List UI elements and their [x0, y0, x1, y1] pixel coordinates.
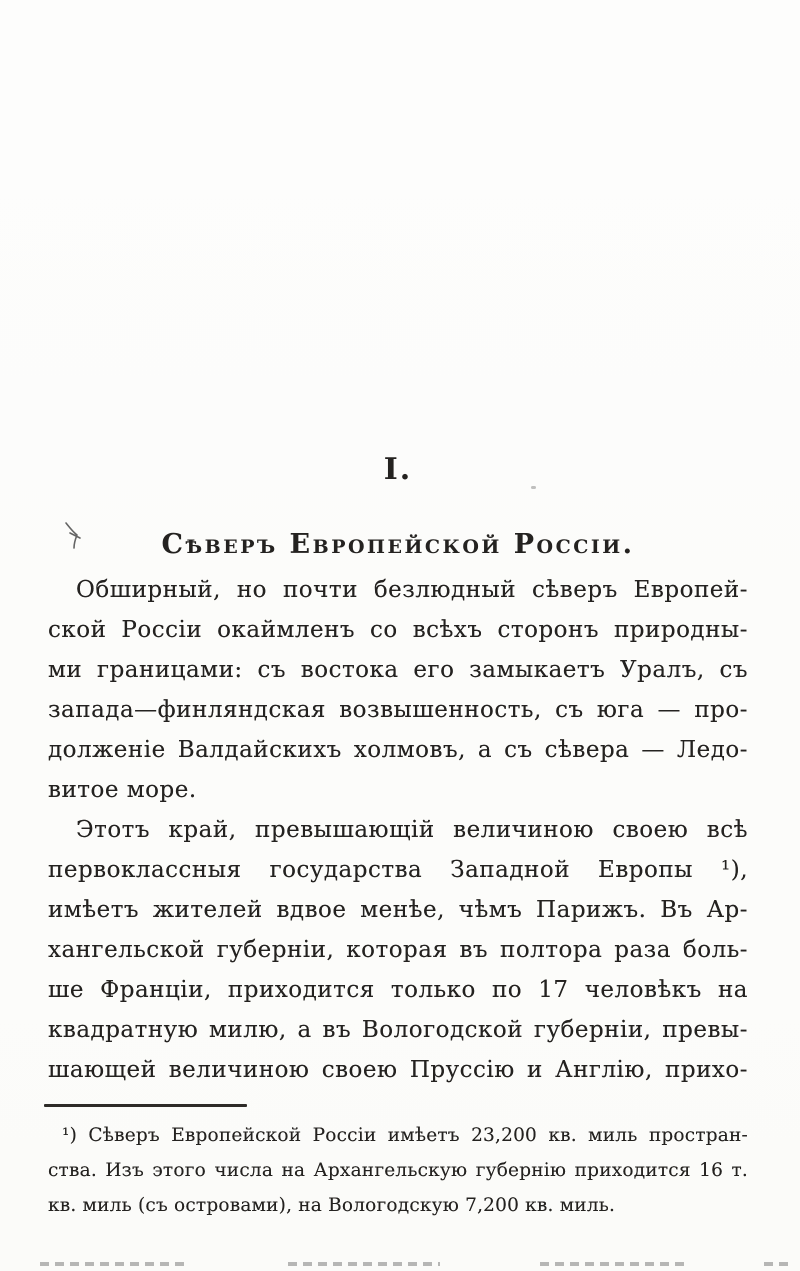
text-line: Этотъ край, превышающій величиною своею всѣ [76, 817, 748, 843]
scan-speck [531, 486, 536, 489]
text-line: квадратную милю, а въ Вологодской губерніи, превы- [48, 1017, 748, 1043]
footnote-line: кв. миль (съ островами), на Вологодскую 7,200 кв. миль. [48, 1195, 616, 1216]
paragraph-1 [48, 570, 748, 810]
text-line: Обширный, но почти безлюдный сѣверъ Европей- [76, 577, 748, 603]
text-line: долженіе Валдайскихъ холмовъ, а съ сѣвера — Ледо- [48, 737, 748, 763]
page-bottom-cutoff-text-fragment [40, 1262, 190, 1266]
text-line: хангельской губерніи, которая въ полтора раза боль- [48, 937, 748, 963]
text-line-with-footnote-ref: первоклассныя государства Западной Европы ¹), [48, 857, 748, 883]
text-line: шающей величиною своею Пруссію и Англію, прихо- [48, 1057, 748, 1083]
text-line: витое море. [48, 777, 197, 803]
page-bottom-cutoff-text-fragment [764, 1262, 794, 1266]
footnote-line: ства. Изъ этого числа на Архангельскую губернію приходится 16 т. [48, 1160, 748, 1181]
footnote-line: ¹) Сѣверъ Европейской Россіи имѣетъ 23,200 кв. миль простран- [62, 1125, 748, 1146]
text-line: запада—финляндская возвышенность, съ юга — про- [48, 697, 748, 723]
page-title: Сѣверъ Европейской Россіи. [161, 529, 635, 561]
page-bottom-cutoff-text-fragment [288, 1262, 440, 1266]
footnote [48, 1118, 748, 1223]
chapter-number: I. [383, 452, 413, 487]
text-line: ской Россіи окаймленъ со всѣхъ сторонъ природны- [48, 617, 748, 643]
text-line: ми границами: съ востока его замыкаетъ Уралъ, съ [48, 657, 748, 683]
text-line: ше Франціи, приходится только по 17 человѣкъ на [48, 977, 748, 1003]
text-line: имѣетъ жителей вдвое менѣе, чѣмъ Парижъ. Въ Ар- [48, 897, 748, 923]
footnote-separator-rule [44, 1104, 247, 1107]
paragraph-2 [48, 810, 748, 1090]
page-bottom-cutoff-text-fragment [540, 1262, 690, 1266]
